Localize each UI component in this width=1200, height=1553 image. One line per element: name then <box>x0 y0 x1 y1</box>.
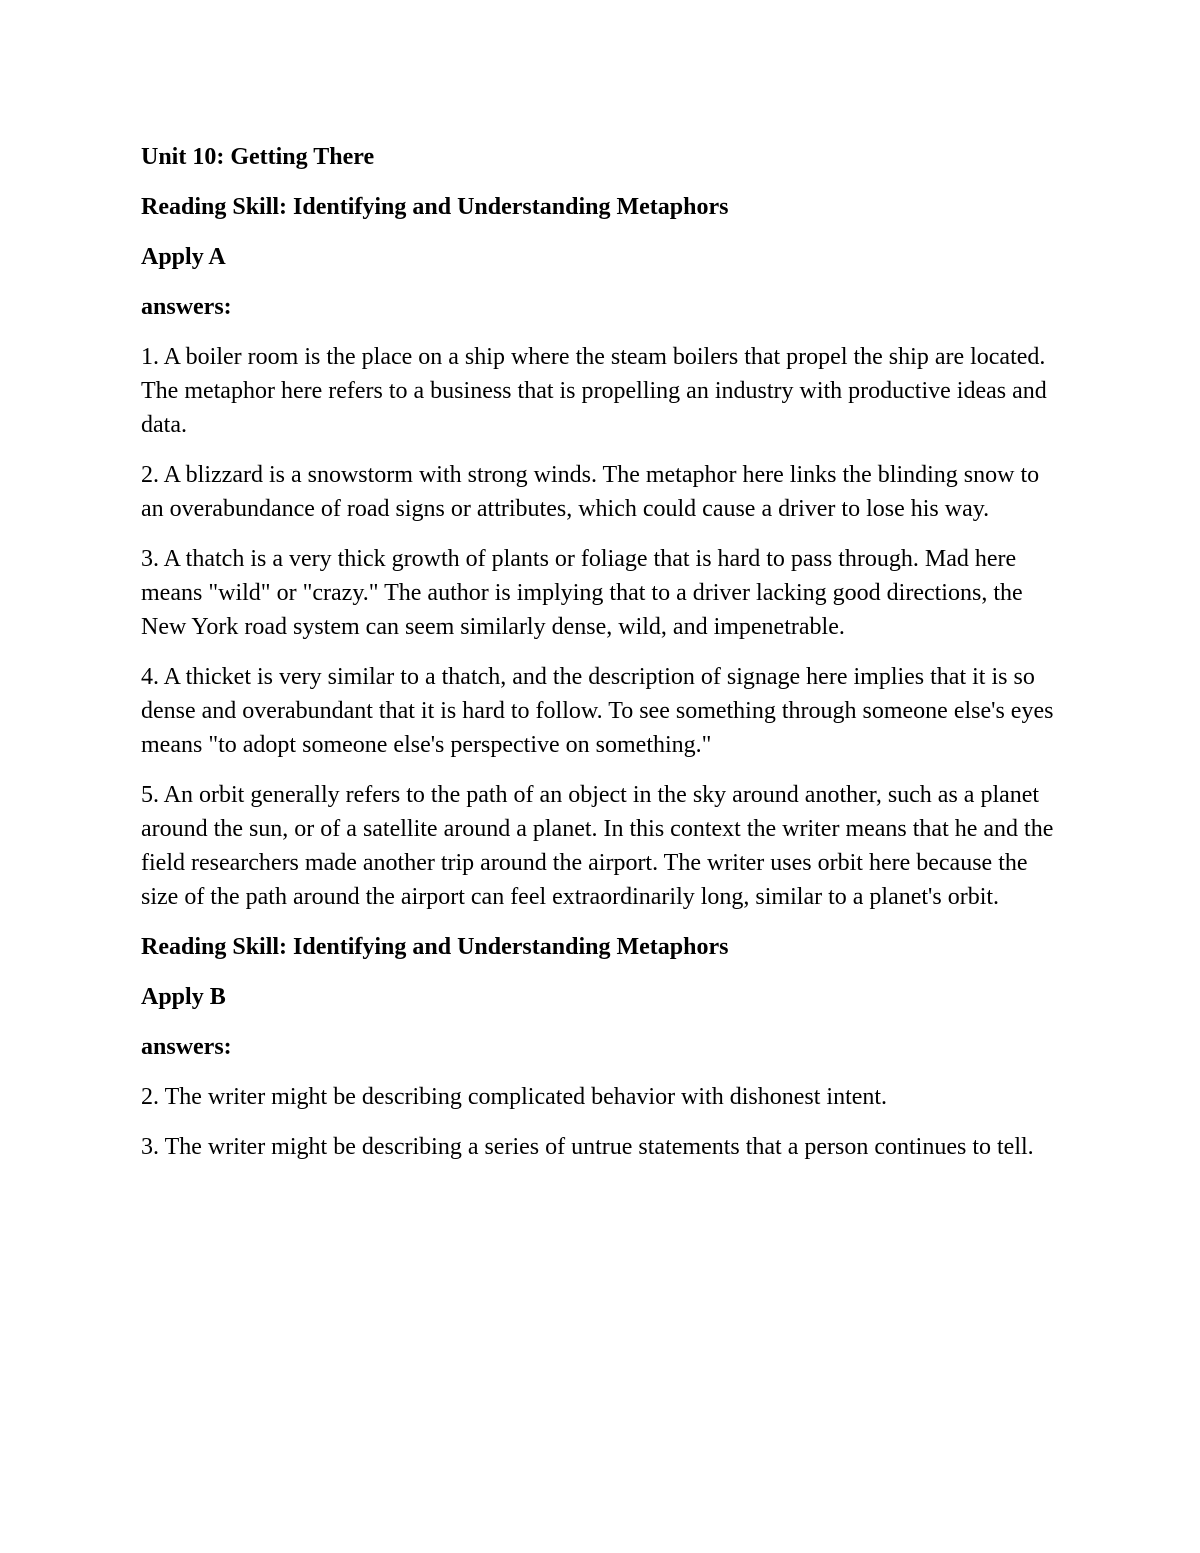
section-b-skill-heading: Reading Skill: Identifying and Understanding Metaphors <box>141 934 729 960</box>
unit-title: Unit 10: Getting There <box>141 144 375 170</box>
section-a-answers-label: answers: <box>141 294 232 320</box>
answer-b-3: 3. The writer might be describing a series of untrue statements that a person continues to tell. <box>141 1134 1034 1160</box>
answer-a-1: 1. A boiler room is the place on a ship where the steam boilers that propel the ship are located. The metaphor here refers to a business that is propelling an industry with productive ideas and data. <box>141 344 1047 438</box>
section-a-apply-heading: Apply A <box>141 244 226 270</box>
section-a-skill-heading: Reading Skill: Identifying and Understanding Metaphors <box>141 194 729 220</box>
answer-a-4: 4. A thicket is very similar to a thatch, and the description of signage here implies that it is so dense and overabundant that it is hard to follow. To see something through someone else's eyes means "to adopt someone else's perspective on something." <box>141 664 1054 758</box>
section-b-answers-label: answers: <box>141 1034 232 1060</box>
answer-a-2: 2. A blizzard is a snowstorm with strong winds. The metaphor here links the blinding snow to an overabundance of road signs or attributes, which could cause a driver to lose his way. <box>141 462 1040 522</box>
answer-a-5: 5. An orbit generally refers to the path of an object in the sky around another, such as a planet around the sun, or of a satellite around a planet. In this context the writer means that he and the field researchers made another trip around the airport. The writer uses orbit here because the size of the path around the airport can feel extraordinarily long, similar to a planet's orbit. <box>141 782 1054 910</box>
section-b-apply-heading: Apply B <box>141 984 226 1010</box>
answer-b-2: 2. The writer might be describing complicated behavior with dishonest intent. <box>141 1084 888 1110</box>
answer-a-3: 3. A thatch is a very thick growth of plants or foliage that is hard to pass through. Mad here means "wild" or "crazy." The author is implying that to a driver lacking good directions, the New York road system can seem similarly dense, wild, and impenetrable. <box>141 546 1023 640</box>
document-page <box>141 140 1061 1180</box>
